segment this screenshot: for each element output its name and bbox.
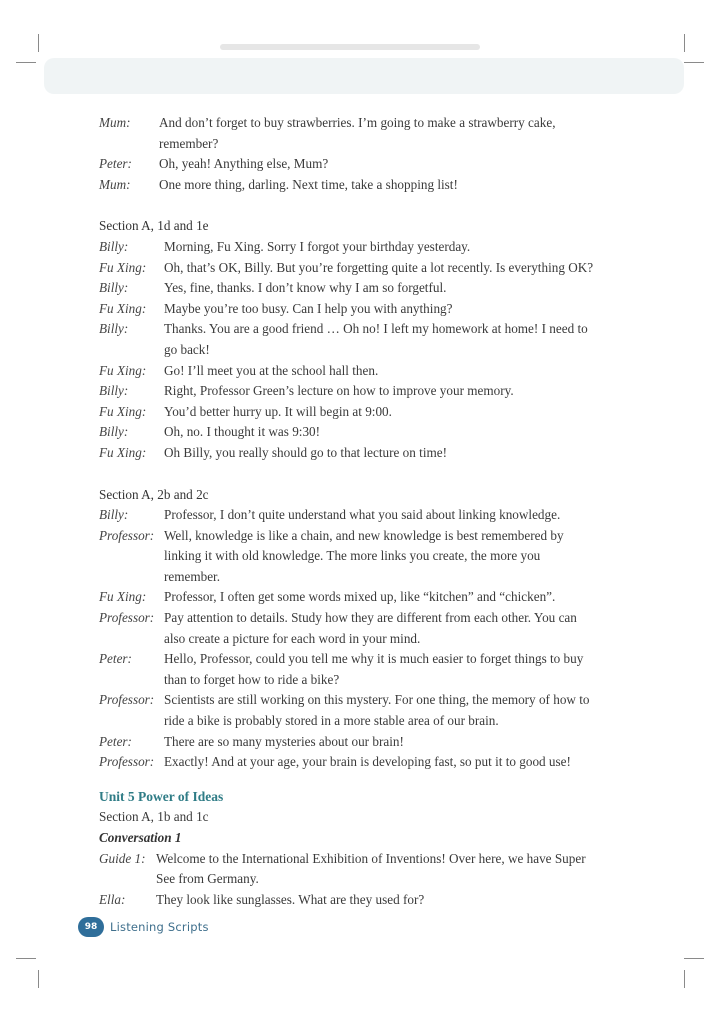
utterance: Hello, Professor, could you tell me why it is much easier to forget things to buy than to forget how to ride a bike? [164, 651, 584, 687]
dialogue-block-1 [99, 113, 599, 195]
speaker: Billy: [99, 424, 129, 440]
speaker: Billy: [99, 280, 129, 296]
dialogue-line [99, 381, 599, 402]
utterance: Oh, yeah! Anything else, Mum? [159, 156, 329, 172]
speaker: Fu Xing: [99, 589, 147, 605]
utterance: Oh, that’s OK, Billy. But you’re forgetting quite a lot recently. Is everything OK? [164, 259, 594, 275]
dialogue-line [99, 361, 599, 382]
dialogue-line [99, 175, 599, 196]
utterance: Oh Billy, you really should go to that lecture on time! [164, 444, 447, 460]
speaker: Fu Xing: [99, 259, 147, 275]
header-faint-text [220, 44, 480, 50]
utterance: Oh, no. I thought it was 9:30! [164, 424, 321, 440]
speaker: Fu Xing: [99, 403, 147, 419]
utterance: Morning, Fu Xing. Sorry I forgot your birthday yesterday. [164, 238, 471, 254]
speaker: Mum: [99, 176, 131, 192]
section-heading: Section A, 1b and 1c [99, 809, 209, 825]
utterance: Thanks. You are a good friend … Oh no! I left my homework at home! I need to go back! [164, 321, 588, 357]
dialogue-line [99, 422, 599, 443]
utterance: Exactly! And at your age, your brain is developing fast, so put it to good use! [164, 754, 571, 770]
crop-mark [684, 34, 685, 52]
unit-title: Unit 5 Power of Ideas [99, 788, 224, 804]
dialogue-block-2 [99, 237, 599, 464]
utterance: Scientists are still working on this mystery. For one thing, the memory of how to ride a bike is probably stored in a more stable area of our brain. [164, 692, 590, 729]
dialogue-line [99, 608, 599, 649]
dialogue-line [99, 237, 599, 258]
dialogue-line [99, 649, 599, 690]
crop-mark [684, 62, 704, 63]
speaker: Billy: [99, 238, 129, 254]
speaker: Ella: [99, 891, 126, 907]
speaker: Professor: [99, 610, 155, 626]
dialogue-line [99, 299, 599, 320]
utterance: They look like sunglasses. What are they used for? [156, 891, 425, 907]
speaker: Peter: [99, 156, 132, 172]
dialogue-line [99, 752, 599, 773]
crop-mark [16, 62, 36, 63]
dialogue-block-3 [99, 505, 599, 773]
speaker: Billy: [99, 507, 129, 523]
dialogue-line [99, 113, 599, 154]
speaker: Mum: [99, 115, 131, 130]
speaker: Fu Xing: [99, 444, 147, 460]
crop-mark [38, 34, 39, 52]
crop-mark [684, 958, 704, 959]
dialogue-line [99, 278, 599, 299]
dialogue-line [99, 732, 599, 753]
conversation-title: Conversation 1 [99, 830, 182, 845]
dialogue-line [99, 526, 599, 588]
speaker: Professor: [99, 754, 155, 770]
utterance: Right, Professor Green’s lecture on how to improve your memory. [164, 383, 514, 399]
speaker: Fu Xing: [99, 300, 147, 316]
dialogue-line [99, 890, 599, 911]
utterance: Professor, I often get some words mixed up, like “kitchen” and “chicken”. [164, 589, 556, 605]
header-band [44, 58, 684, 94]
utterance: There are so many mysteries about our brain! [164, 733, 404, 749]
crop-mark [16, 958, 36, 959]
speaker: Fu Xing: [99, 362, 147, 378]
listening-script [99, 113, 599, 910]
page-number-badge: 98 [78, 917, 104, 937]
dialogue-line [99, 258, 599, 279]
dialogue-block-4 [99, 849, 599, 911]
speaker: Professor: [99, 692, 155, 708]
utterance: Well, knowledge is like a chain, and new knowledge is best remembered by linking it with old knowledge. The more links you create, the more you remember. [164, 527, 564, 584]
dialogue-line [99, 505, 599, 526]
utterance: You’d better hurry up. It will begin at 9:00. [164, 403, 392, 419]
speaker: Professor: [99, 527, 155, 543]
speaker: Peter: [99, 651, 132, 667]
section-heading: Section A, 1d and 1e [99, 218, 209, 234]
utterance: Pay attention to details. Study how they are different from each other. You can also create a picture for each word in your mind. [164, 610, 577, 646]
utterance: Maybe you’re too busy. Can I help you with anything? [164, 300, 453, 316]
dialogue-line [99, 587, 599, 608]
utterance: Professor, I don’t quite understand what you said about linking knowledge. [164, 507, 561, 523]
crop-mark [684, 970, 685, 988]
speaker: Billy: [99, 321, 129, 337]
utterance: Yes, fine, thanks. I don’t know why I am so forgetful. [164, 280, 447, 296]
speaker: Guide 1: [99, 850, 146, 866]
utterance: Go! I’ll meet you at the school hall then. [164, 362, 379, 378]
dialogue-line [99, 319, 599, 360]
dialogue-line [99, 690, 599, 731]
utterance: Welcome to the International Exhibition of Inventions! Over here, we have Super See from Germany. [156, 850, 586, 887]
speaker: Billy: [99, 383, 129, 399]
crop-mark [38, 970, 39, 988]
footer-label: Listening Scripts [110, 920, 209, 934]
page-footer [78, 917, 209, 937]
utterance: And don’t forget to buy strawberries. I’m going to make a strawberry cake, remember? [159, 115, 556, 151]
speaker: Peter: [99, 733, 132, 749]
section-heading: Section A, 2b and 2c [99, 486, 209, 502]
dialogue-line [99, 849, 599, 890]
utterance: One more thing, darling. Next time, take a shopping list! [159, 176, 458, 192]
dialogue-line [99, 154, 599, 175]
dialogue-line [99, 443, 599, 464]
dialogue-line [99, 402, 599, 423]
